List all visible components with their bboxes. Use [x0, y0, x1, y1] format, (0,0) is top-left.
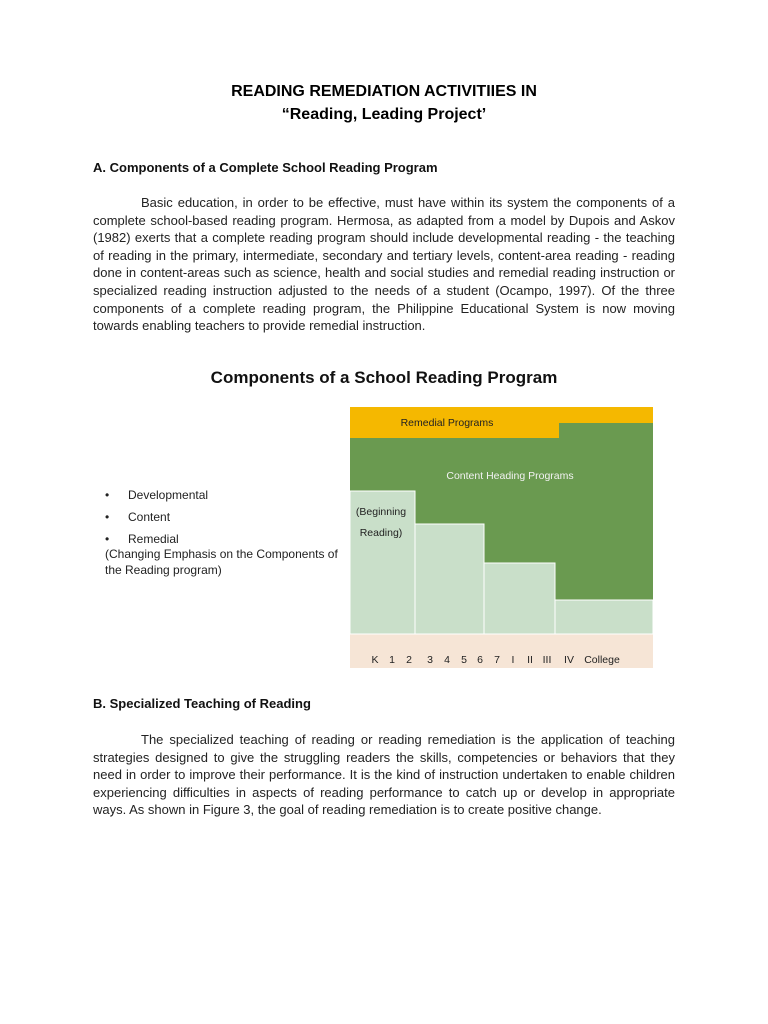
- content-programs-label: Content Heading Programs: [446, 470, 574, 482]
- document-title-line-1: READING REMEDIATION ACTIVITIIES IN: [231, 83, 537, 100]
- bullet-text: Remedial: [128, 532, 179, 546]
- grade-label: I: [511, 654, 515, 666]
- grade-label: 3: [427, 654, 433, 666]
- grade-label: III: [542, 654, 552, 666]
- bullet-text: Content: [128, 510, 171, 524]
- grade-label: 7: [494, 654, 500, 666]
- grade-label: 2: [406, 654, 412, 666]
- bullet-glyph: •: [105, 488, 110, 502]
- grade-label: IV: [564, 654, 574, 666]
- grade-label: 4: [444, 654, 450, 666]
- section-a-paragraph: Basic education, in order to be effective, must have within its system the components of a complete school-based reading program. Hermosa, as adapted from a model by Dupois and Askov (1982) exerts that a complete reading program should include developmental reading - the teaching of reading in the primary, intermediate, secondary and tertiary levels, content-area reading - reading done in content-areas such as science, health and social studies and remedial reading instruction or specialized reading instruction adjusted to the needs of a student (Ocampo, 1997). Of the three components of a complete reading program, the Philippine Educational System is now moving towards enabling teachers to provide remedial instruction.: [93, 195, 675, 334]
- developmental-step-college: [555, 600, 653, 634]
- grade-label: 6: [477, 654, 483, 666]
- grade-label: II: [527, 654, 533, 666]
- reading-program-figure: [350, 407, 654, 668]
- bullet-text: Developmental: [128, 488, 209, 502]
- grade-label: K: [371, 654, 379, 666]
- bullet-glyph: •: [105, 532, 110, 546]
- developmental-step-intermediate: [415, 524, 484, 634]
- bullet-glyph: •: [105, 510, 110, 524]
- figure-title: Components of a School Reading Program: [210, 368, 558, 387]
- section-a-heading: A. Components of a Complete School Reading Program: [93, 160, 438, 175]
- remedial-programs-label: Remedial Programs: [400, 417, 494, 429]
- grade-label: 1: [389, 654, 395, 666]
- grade-label: College: [584, 654, 620, 666]
- developmental-step-secondary: [484, 563, 555, 634]
- beginning-reading-label-line-1: (Beginning: [355, 506, 407, 518]
- section-b-paragraph: The specialized teaching of reading or reading remediation is the application of teaching strategies designed to give the struggling readers the skills, competencies or behaviors that they need in order to improve their performance. It is the kind of instruction undertaken to enable children experiencing difficulties in aspects of reading performance to catch up or develop in appropriate ways. As shown in Figure 3, the goal of reading remediation is to create positive change.: [93, 732, 675, 818]
- document-title-line-2: “Reading, Leading Project’: [281, 106, 487, 123]
- figure-note: (Changing Emphasis on the Components of the Reading program): [105, 547, 338, 577]
- section-b-heading: B. Specialized Teaching of Reading: [93, 696, 311, 711]
- grade-label: 5: [461, 654, 467, 666]
- beginning-reading-label-line-2: Reading): [359, 527, 403, 539]
